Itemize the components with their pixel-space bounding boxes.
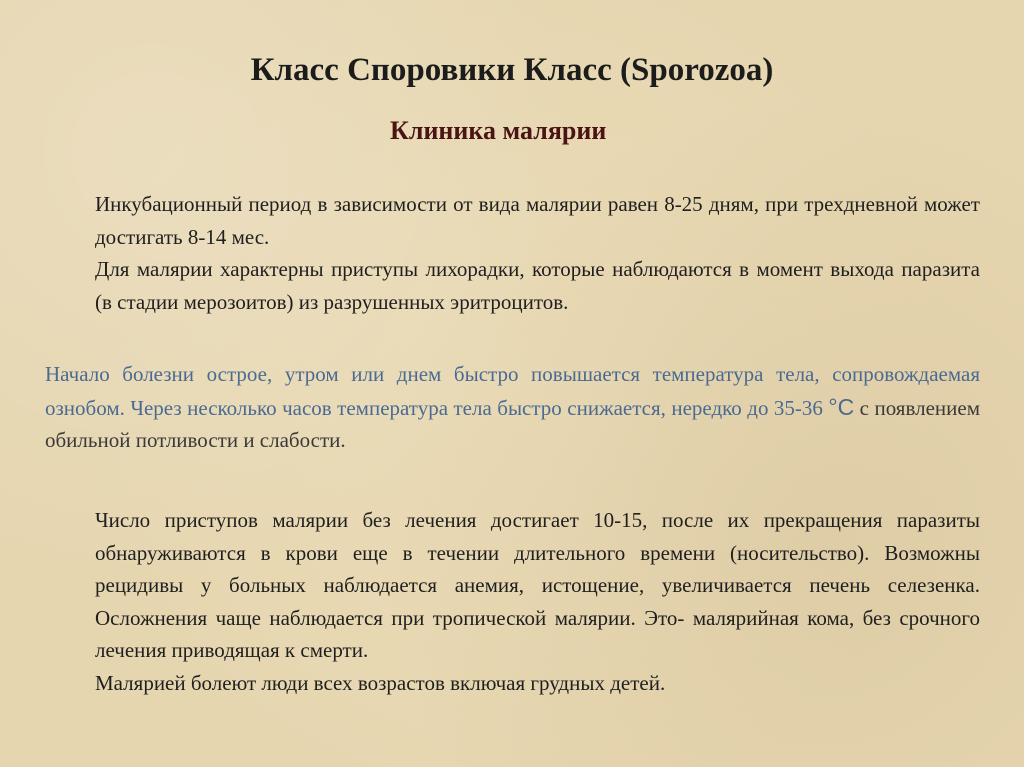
slide-title: Класс Споровики Класс (Sporozoa) <box>250 52 774 88</box>
onset-text-main: Начало болезни острое, утром или днем быстро повышается температура тела, сопровождаемая ознобом. Через несколько часов температура тела быстро снижается, нередко до 35-36 <box>45 362 980 420</box>
course-text: Число приступов малярии без лечения достигает 10-15, после их прекращения паразиты обнаруживаются в крови еще в течении длительного времени (носительство). Возможны рецидивы у больных наблюдается анемия, истощение, увеличивается печень селезенка. Осложнения чаще наблюдается при тропической малярии. Это- малярийная кома, без срочного лечения приводящая к смерти. <box>95 508 980 662</box>
temperature-unit: °С <box>828 393 855 420</box>
course-paragraph <box>95 504 980 699</box>
onset-text-rest: с появлением обильной потливости и слабости. <box>45 395 980 452</box>
attacks-text: Для малярии характерны приступы лихорадки, которые наблюдаются в момент выхода паразита (в стадии мерозоитов) из разрушенных эритроцитов. <box>95 257 980 314</box>
slide-subtitle: Клиника малярии <box>390 116 607 145</box>
incubation-text: Инкубационный период в зависимости от вида малярии равен 8-25 дням, при трехдневной может достигать 8-14 мес. <box>95 192 980 249</box>
incubation-paragraph <box>95 188 980 318</box>
age-text: Малярией болеют люди всех возрастов включая грудных детей. <box>95 670 666 695</box>
onset-paragraph <box>45 358 980 457</box>
onset-text <box>45 358 980 457</box>
